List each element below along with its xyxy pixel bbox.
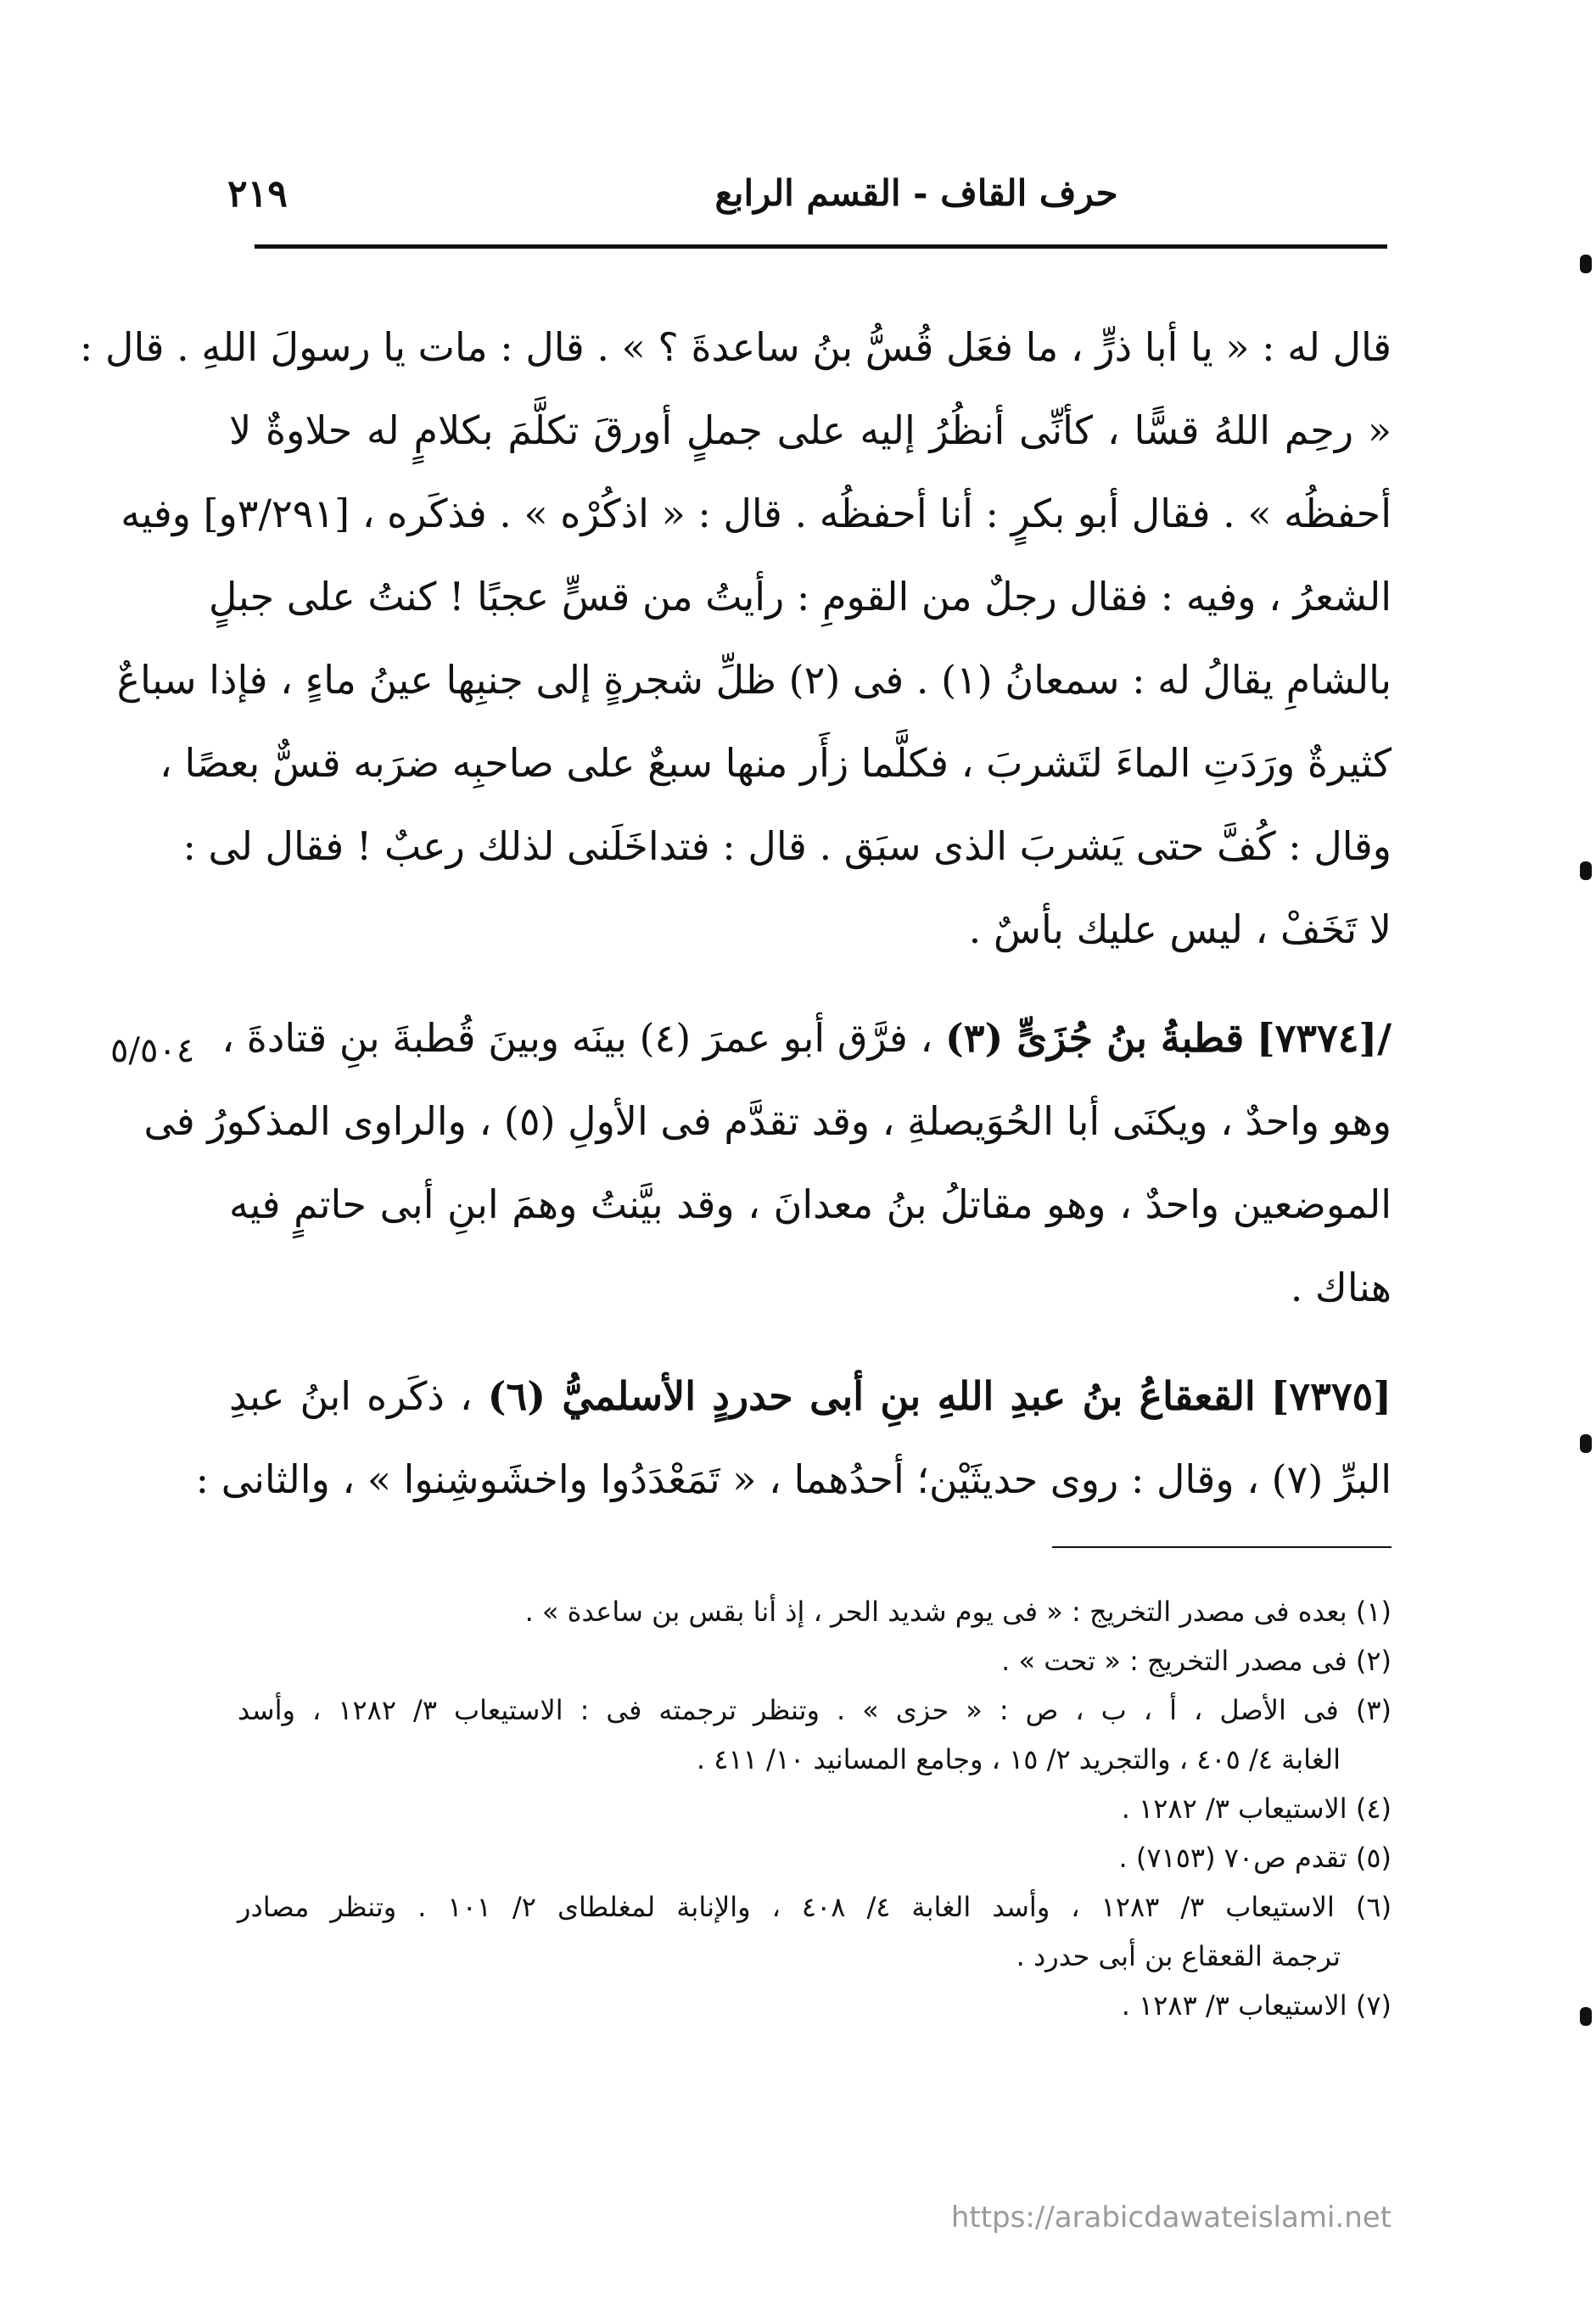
body-line: وقال : كُفَّ حتى يَشربَ الذى سبَق . قال : فتداخَلَنى لذلك رعبٌ ! فقال لى :: [182, 823, 1392, 869]
scan-edge-mark: [1580, 861, 1592, 880]
body-line: أحفظُه » . فقال أبو بكرٍ : أنا أحفظُه . قال : « اذكُرْه » . فذكَره ، [٣/٢٩١و] وفيه: [120, 491, 1392, 536]
page-number: ٢١٩: [227, 172, 288, 216]
footnotes: [238, 1587, 1392, 2030]
footnote-continuation: الغابة ٤/ ٤٠٥ ، والتجريد ٢/ ١٥ ، وجامع المسانيد ١٠/ ٤١١ .: [696, 1743, 1341, 1775]
body-line: كثيرةٌ ورَدَتِ الماءَ لتَشربَ ، فكلَّما زأَر منها سبعٌ على صاحبِه ضرَبه قسٌّ بعصًا ،: [159, 740, 1392, 786]
footnote: (١) بعده فى مصدر التخريج : « فى يوم شديد الحر ، إذ أنا بقس بن ساعدة » .: [524, 1596, 1392, 1628]
running-title: حرف القاف - القسم الرابع: [714, 172, 1118, 214]
footnote: (٧) الاستيعاب ٣/ ١٢٨٣ .: [1121, 1989, 1392, 2022]
body-line: الموضعين واحدٌ ، وهو مقاتلُ بنُ معدانَ ، وقد بيَّنتُ وهمَ ابنِ أبى حاتمٍ فيه: [229, 1181, 1392, 1227]
entry-name: قطبةُ بنُ جُزَىٍّ (٣): [945, 1015, 1245, 1061]
entry-name: القعقاعُ بنُ عبدِ اللهِ بنِ أبى حدردٍ الأسلميُّ (٦): [487, 1373, 1256, 1419]
body-line: هناك .: [1290, 1265, 1392, 1310]
body-line: « رحِم اللهُ قسًّا ، كأنِّى أنظُرُ إليه على جملٍ أورقَ تكلَّمَ بكلامٍ له حلاوةٌ لا: [229, 407, 1392, 453]
entry-slash: /: [1377, 1015, 1392, 1061]
header-rule: [255, 244, 1387, 249]
entry-7374-first-line: [221, 996, 1392, 1080]
body-line: الشعرُ ، وفيه : فقال رجلٌ من القومِ : رأيتُ من قسٍّ عجبًا ! كنتُ على جبلٍ: [209, 574, 1392, 620]
body-line: وهو واحدٌ ، ويكنَى أبا الحُوَيصلةِ ، وقد تقدَّم فى الأولِ (٥) ، والراوى المذكورُ فى: [143, 1098, 1392, 1144]
entry-text: ، ذكَره ابنُ عبدِ: [229, 1373, 473, 1419]
entry-number: [٧٣٧٤]: [1256, 1015, 1378, 1061]
footnote: (٥) تقدم ص٧٠ (٧١٥٣) .: [1118, 1842, 1392, 1874]
body-line: لا تَخَفْ ، ليس عليك بأسٌ .: [968, 906, 1392, 952]
scan-edge-mark: [1580, 255, 1592, 273]
footnote: (٢) فى مصدر التخريج : « تحت » .: [1001, 1645, 1392, 1677]
footnote-continuation: ترجمة القعقاع بن أبى حدرد .: [1016, 1940, 1341, 1972]
watermark-url: https://arabicdawateislami.net: [950, 2201, 1392, 2235]
page-header: [221, 165, 1400, 225]
footnote: (٤) الاستيعاب ٣/ ١٢٨٢ .: [1121, 1792, 1392, 1825]
footnote: (٦) الاستيعاب ٣/ ١٢٨٣ ، وأسد الغابة ٤/ ٤٠٨ ، والإنابة لمغلطاى ٢/ ١٠١ . وتنظر مصادر: [238, 1891, 1392, 1923]
paragraph-gap: [229, 1329, 1392, 1354]
entry-number: [٧٣٧٥]: [1270, 1373, 1392, 1419]
scan-edge-mark: [1580, 1434, 1592, 1453]
body-line: البرِّ (٧) ، وقال : روى حديثَيْن؛ أحدُهما ، « تَمَعْدَدُوا واخشَوشِنوا » ، والثانى :: [195, 1456, 1392, 1502]
body-line: بالشامِ يقالُ له : سمعانُ (١) . فى (٢) ظلِّ شجرةٍ إلى جنبِها عينُ ماءٍ ، فإذا سباعٌ: [116, 657, 1392, 703]
scan-edge-mark: [1580, 2007, 1592, 2026]
paragraph-gap: [229, 971, 1392, 996]
body-line: قال له : « يا أبا ذرٍّ ، ما فعَل قُسُّ بنُ ساعدةَ ؟ » . قال : مات يا رسولَ اللهِ . قال :: [79, 324, 1392, 370]
entry-text: ، فرَّق أبو عمرَ (٤) بينَه وبينَ قُطبةَ بنِ قتادةَ ،: [221, 1015, 933, 1061]
margin-volume-page-ref: ٥/٥٠٤: [110, 1031, 195, 1070]
footnote: (٣) فى الأصل ، أ ، ب ، ص : « حزى » . وتنظر ترجمته فى : الاستيعاب ٣/ ١٢٨٢ ، وأسد: [238, 1694, 1392, 1726]
entry-7375-first-line: [229, 1354, 1392, 1438]
footnote-rule: [1052, 1546, 1392, 1548]
